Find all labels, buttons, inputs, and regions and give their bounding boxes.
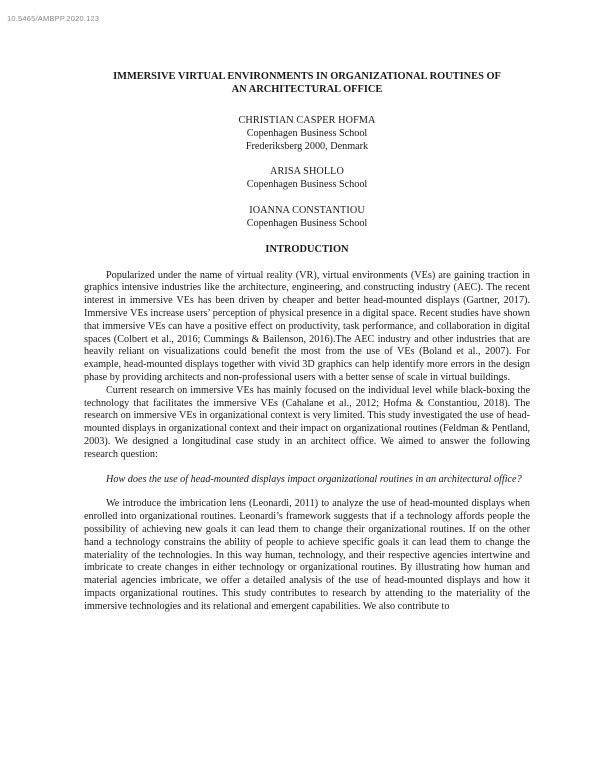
author-block-1 [84, 115, 530, 153]
research-question: How does the use of head-mounted displays impact organizational routines in an architectural office? [106, 473, 522, 485]
body-paragraph: Current research on immersive VEs has mainly focused on the individual level while black-boxing the technology that facilitates the immersive VEs (Cahalane et al., 2012; Hofma & Constantiou, 2018). The research on immersive VEs in organizational context is very limited. This study investigated the use of head-mounted displays in organizational context and their impact on organizational routines (Feldman & Pentland, 2003). We designed a longitudinal case study in an architect office. We aimed to answer the following research question: [84, 384, 530, 460]
author-address: Frederiksberg 2000, Denmark [245, 140, 369, 152]
title-line-2: AN ARCHITECTURAL OFFICE [231, 84, 383, 95]
author-affiliation: Copenhagen Business School [246, 179, 368, 191]
doi-label: 10.5465/AMBPP.2020.123 [7, 14, 100, 23]
title-line-1: IMMERSIVE VIRTUAL ENVIRONMENTS IN ORGANIZATIONAL ROUTINES OF [113, 71, 501, 82]
author-block-2 [84, 166, 530, 192]
paper-page [84, 70, 530, 614]
author-name: ARISA SHOLLO [270, 166, 344, 178]
section-heading: INTRODUCTION [265, 243, 349, 255]
author-name: IOANNA CONSTANTIOU [249, 204, 365, 216]
paper-title [84, 70, 530, 96]
author-affiliation: Copenhagen Business School [246, 127, 368, 139]
body-paragraph: Popularized under the name of virtual reality (VR), virtual environments (VEs) are gaining traction in graphics intensive industries like the architecture, engineering, and constructing industry (AEC). The recent interest in immersive VEs has been driven by cheaper and better head-mounted displays (Gartner, 2017). Immersive VEs increase users’ perception of physical presence in a digital space. Recent studies have shown that immersive VEs can have a positive effect on productivity, task performance, and collaboration in digital spaces (Colbert et al., 2016; Cummings & Bailenson, 2016).The AEC industry and other industries that are heavily reliant on visualizations could benefit the most from the use of VEs (Boland et al., 2007). For example, head-mounted displays together with vivid 3D graphics can help identify more errors in the design phase by providing architects and non-professional users with a better sense of scale in virtual buildings. [84, 269, 530, 383]
author-affiliation: Copenhagen Business School [246, 217, 368, 229]
author-name: CHRISTIAN CASPER HOFMA [238, 115, 376, 126]
body-paragraph: We introduce the imbrication lens (Leonardi, 2011) to analyze the use of head-mounted displays when enrolled into organizational routines. Leonardi’s framework suggests that if a technology affords people the possibility of achieving new goals it can lead them to change their organizational routines. If on the other hand a technology constrains the ability of people to achieve specific goals it can lead them to change the materiality of the technologies. In this way human, technology, and their respective agencies intertwine and imbricate to create changes in either technology or organizational routines. By illustrating how human and material agencies imbricate, we offer a detailed analysis of the use of head-mounted displays and how it impacts organizational routines. This study contributes to research by attending to the materiality of the immersive technologies and its relational and emergent capabilities. We also contribute to [84, 498, 530, 612]
author-block-3 [84, 205, 530, 231]
